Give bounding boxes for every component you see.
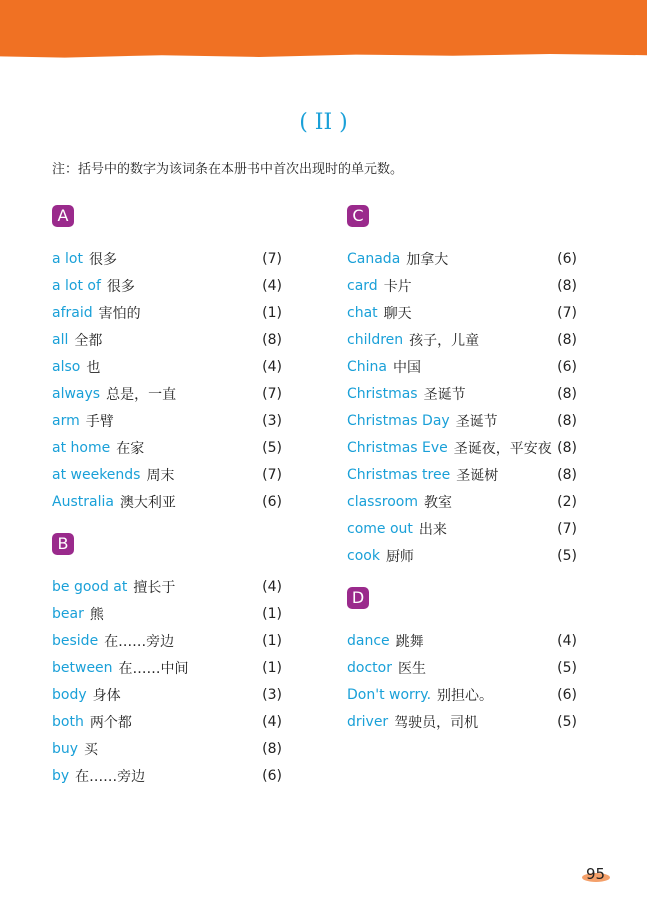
translation: 周末 [146,467,175,484]
translation: 孩子，儿童 [409,332,480,349]
vocab-entry [52,326,282,353]
word: body [52,686,87,703]
translation: 中国 [393,359,421,376]
word: Christmas [347,385,418,402]
unit-number: (5) [557,713,577,730]
vocab-entry [347,353,577,380]
page-title: ( II ) [299,110,348,135]
unit-number: (8) [557,439,577,456]
translation: 聊天 [383,305,412,322]
translation: 手臂 [85,413,114,430]
translation: 擅长于 [133,579,176,596]
translation: 身体 [92,687,121,704]
word: Christmas Day [347,412,450,429]
word: come out [347,520,413,537]
word: both [52,713,84,730]
letter-badge: B [52,533,74,555]
translation: 圣诞夜，平安夜 [453,440,552,457]
unit-number: (7) [557,520,577,537]
word: Christmas Eve [347,439,448,456]
unit-number: (1) [262,304,282,321]
unit-number: (7) [262,466,282,483]
vocab-entry [347,245,577,272]
translation: 买 [84,741,99,758]
vocab-entry [52,461,282,488]
note: 注：括号中的数字为该词条在本册书中首次出现时的单元数。 [52,162,404,177]
translation: 医生 [397,660,426,677]
word: arm [52,412,80,429]
word: beside [52,632,99,649]
vocab-entry [347,515,577,542]
unit-number: (4) [557,632,577,649]
translation: 厨师 [385,548,414,565]
word: classroom [347,493,418,510]
vocab-entry [347,681,577,708]
word: China [347,358,387,375]
vocab-entry [52,573,282,600]
vocab-entry [52,654,282,681]
vocab-entry [347,542,577,569]
unit-number: (1) [262,605,282,622]
unit-number: (8) [557,466,577,483]
word: driver [347,713,389,730]
unit-number: (6) [557,686,577,703]
word: at weekends [52,466,141,483]
unit-number: (4) [262,358,282,375]
unit-number: (4) [262,578,282,595]
vocab-entry [52,272,282,299]
unit-number: (6) [262,493,282,510]
vocab-entry [347,654,577,681]
word: Don't worry. [347,686,432,703]
word: always [52,385,101,402]
translation: 卡片 [383,278,412,295]
translation: 也 [86,359,101,376]
word: card [347,277,378,294]
word: cook [347,547,380,564]
vocab-entry [347,434,577,461]
word: bear [52,605,84,622]
word: be good at [52,578,128,595]
vocab-entry [347,627,577,654]
vocab-entry [52,245,282,272]
word: a lot of [52,277,101,294]
vocab-entry [347,488,577,515]
unit-number: (8) [557,385,577,402]
letter-badge: D [347,587,369,609]
vocab-entry [52,681,282,708]
translation: 教室 [423,494,452,511]
unit-number: (8) [262,740,282,757]
vocab-entry [347,407,577,434]
translation: 在……旁边 [75,768,146,785]
unit-number: (5) [557,547,577,564]
unit-number: (8) [557,277,577,294]
vocab-entry [52,600,282,627]
vocab-entry [347,461,577,488]
translation: 很多 [106,278,135,295]
unit-number: (4) [262,713,282,730]
vocab-entry [347,299,577,326]
translation: 在……中间 [118,660,189,677]
translation: 圣诞节 [455,413,498,430]
unit-number: (8) [557,331,577,348]
translation: 很多 [88,251,117,268]
vocab-entry [52,708,282,735]
word: also [52,358,81,375]
word: at home [52,439,111,456]
unit-number: (7) [557,304,577,321]
unit-number: (3) [262,686,282,703]
unit-number: (1) [262,632,282,649]
translation: 圣诞节 [423,386,466,403]
vocab-entry [52,488,282,515]
unit-number: (8) [557,412,577,429]
translation: 澳大利亚 [119,494,176,511]
section-a [52,205,282,515]
unit-number: (5) [262,439,282,456]
translation: 出来 [418,521,447,538]
translation: 两个都 [89,714,132,731]
vocab-entry [52,627,282,654]
vocab-entry [52,762,282,789]
word: Australia [52,493,114,510]
vocab-entry [347,380,577,407]
word: all [52,331,69,348]
word: doctor [347,659,392,676]
letter-badge: C [347,205,369,227]
word: by [52,767,70,784]
word: buy [52,740,79,757]
translation: 驾驶员，司机 [394,714,479,731]
vocab-entry [52,353,282,380]
translation: 全都 [74,332,103,349]
section-b [52,533,282,789]
unit-number: (7) [262,250,282,267]
vocab-entry [347,708,577,735]
vocab-entry [52,434,282,461]
translation: 在……旁边 [104,633,175,650]
unit-number: (3) [262,412,282,429]
unit-number: (6) [557,250,577,267]
vocab-entry [52,407,282,434]
translation: 加拿大 [406,251,449,268]
unit-number: (4) [262,277,282,294]
word: Canada [347,250,401,267]
word: chat [347,304,378,321]
translation: 跳舞 [395,633,424,650]
translation: 熊 [89,606,104,623]
translation: 总是，一直 [106,386,177,403]
translation: 在家 [116,440,145,457]
word: afraid [52,304,93,321]
vocab-entry [347,326,577,353]
unit-number: (8) [262,331,282,348]
unit-number: (6) [262,767,282,784]
header-band [0,0,647,60]
section-d [347,587,577,735]
unit-number: (7) [262,385,282,402]
vocab-entry [347,272,577,299]
unit-number: (5) [557,659,577,676]
letter-badge: A [52,205,74,227]
word: dance [347,632,390,649]
unit-number: (1) [262,659,282,676]
unit-number: (2) [557,493,577,510]
word: between [52,659,113,676]
vocab-entry [52,380,282,407]
translation: 别担心。 [437,687,494,704]
right-column [347,205,577,753]
word: a lot [52,250,83,267]
word: children [347,331,404,348]
word: Christmas tree [347,466,451,483]
translation: 害怕的 [98,305,141,322]
page-number: 95 [586,865,606,883]
vocab-entry [52,735,282,762]
translation: 圣诞树 [456,467,499,484]
section-c [347,205,577,569]
vocab-entry [52,299,282,326]
unit-number: (6) [557,358,577,375]
left-column [52,205,282,807]
